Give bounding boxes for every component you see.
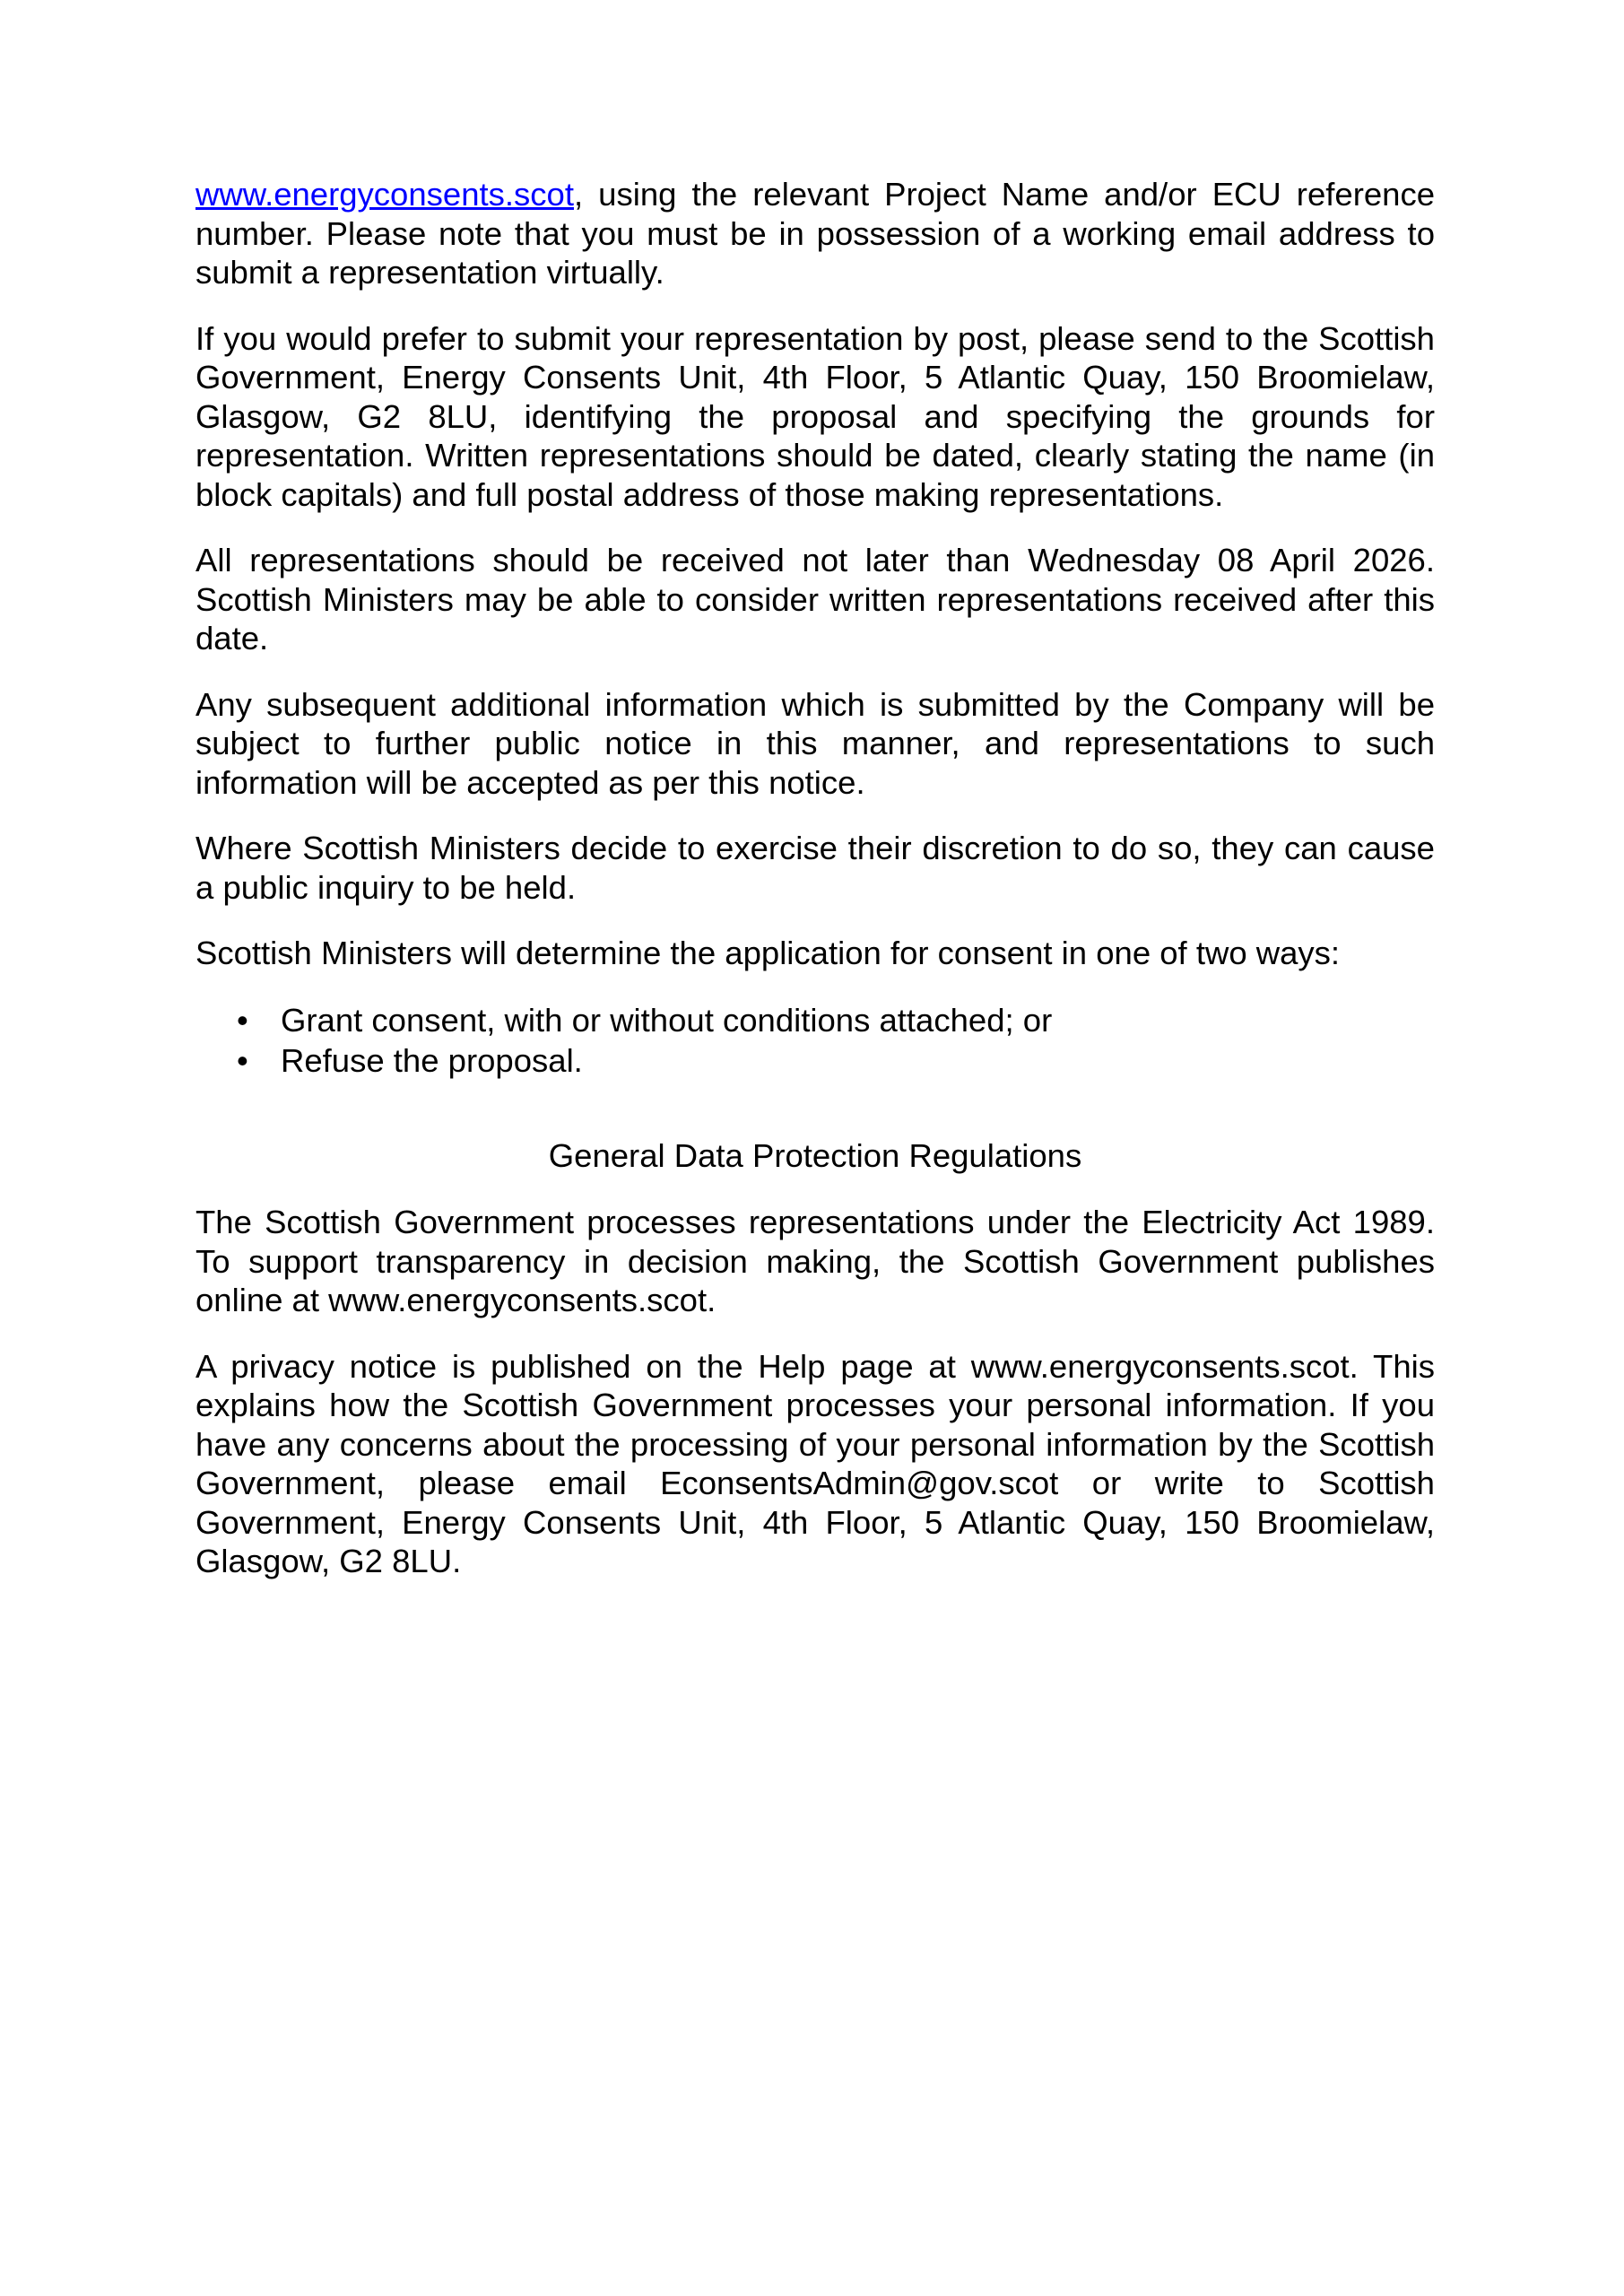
paragraph-submit-online (195, 175, 1435, 292)
paragraph-gdpr-processing: The Scottish Government processes representations under the Electricity Act 1989. To support transparency in decision making, the Scottish Government publishes online at www.energyconsents.scot. (195, 1204, 1435, 1318)
list-item-grant-consent (195, 1000, 1435, 1040)
paragraph-submit-online-text: , using the relevant Project Name and/or ECU reference number. Please note that you must be in possession of a working email address to submit a representation virtually. (195, 176, 1435, 291)
paragraph-deadline: All representations should be received not later than Wednesday 08 April 2026. Scottish Ministers may be able to consider written representations received after this date. (195, 542, 1435, 657)
gdpr-section-heading: General Data Protection Regulations (548, 1136, 1082, 1174)
paragraph-privacy-notice: A privacy notice is published on the Help page at www.energyconsents.scot. This explains how the Scottish Government processes your personal information. If you have any concerns about the processing of your personal information by the Scottish Government, please email EconsentsAdmin@gov.scot or write to Scottish Government, Energy Consents Unit, 4th Floor, 5 Atlantic Quay, 150 Broomielaw, Glasgow, G2 8LU. (195, 1347, 1435, 1579)
list-item-refuse-proposal (195, 1040, 1435, 1081)
energyconsents-link[interactable]: www.energyconsents.scot (195, 176, 574, 213)
paragraph-public-inquiry: Where Scottish Ministers decide to exercise their discretion to do so, they can cause a public inquiry to be held. (195, 830, 1435, 906)
determination-options-list (195, 1000, 1435, 1081)
paragraph-additional-information: Any subsequent additional information which is submitted by the Company will be subject to further public notice in this manner, and representations to such information will be accepted as per this notice. (195, 685, 1435, 801)
paragraph-determination-intro: Scottish Ministers will determine the application for consent in one of two ways: (195, 935, 1341, 971)
paragraph-submit-by-post: If you would prefer to submit your representation by post, please send to the Scottish Government, Energy Consents Unit, 4th Floor, 5 Atlantic Quay, 150 Broomielaw, Glasgow, G2 8LU, identifying the proposal and specifying the grounds for representation. Written representations should be dated, clearly stating the name (in block capitals) and full postal address of those making representations. (195, 319, 1435, 513)
document-content (195, 175, 1435, 1608)
list-item-refuse-proposal-text: Refuse the proposal. (281, 1041, 583, 1079)
list-item-grant-consent-text: Grant consent, with or without conditions attached; or (281, 1001, 1053, 1039)
